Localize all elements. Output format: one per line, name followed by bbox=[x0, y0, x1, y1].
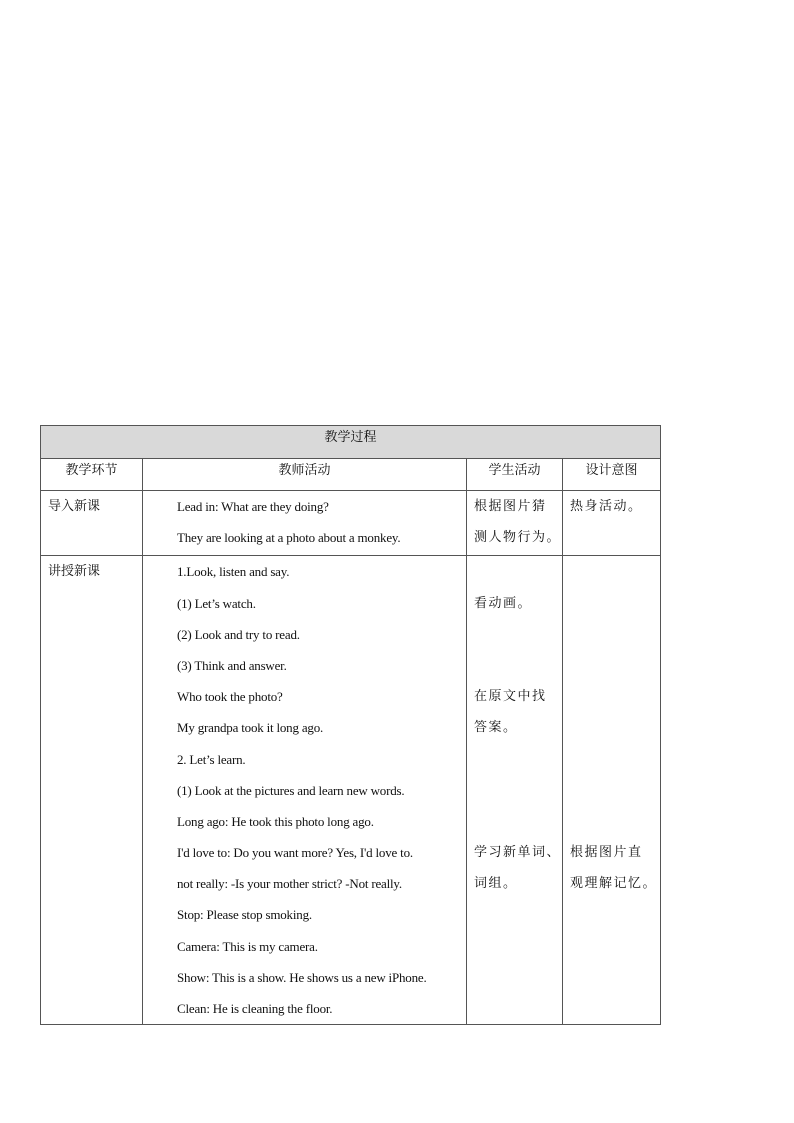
teacher-line: Who took the photo? bbox=[177, 689, 283, 705]
header-design-intent: 设计意图 bbox=[563, 459, 661, 491]
teacher-line: My grandpa took it long ago. bbox=[177, 720, 324, 736]
teacher-line: (3) Think and answer. bbox=[177, 657, 287, 673]
teacher-line: I'd love to: Do you want more? Yes, I'd love to. bbox=[177, 845, 413, 861]
design-intent-cell bbox=[563, 556, 661, 1025]
teacher-line: Lead in: What are they doing? bbox=[177, 499, 329, 514]
header-stage: 教学环节 bbox=[41, 459, 143, 491]
stage-cell bbox=[41, 556, 143, 1025]
teacher-line: (2) Look and try to read. bbox=[177, 626, 300, 642]
teacher-line: Stop: Please stop smoking. bbox=[177, 907, 312, 923]
intent-line: 根据图片直 bbox=[570, 845, 643, 861]
teacher-line: Show: This is a show. He shows us a new iPhone. bbox=[177, 969, 427, 985]
table-title-row bbox=[41, 426, 661, 459]
design-intent-cell bbox=[563, 491, 661, 556]
teacher-activity-cell bbox=[143, 491, 467, 556]
teacher-line: (1) Look at the pictures and learn new words. bbox=[177, 782, 405, 798]
teacher-line: Long ago: He took this photo long ago. bbox=[177, 813, 374, 829]
intent-line: 观理解记忆。 bbox=[570, 876, 658, 892]
teaching-process-table bbox=[40, 425, 661, 1025]
teacher-line: not really: -Is your mother strict? -Not really. bbox=[177, 876, 402, 892]
student-activity-cell bbox=[467, 491, 563, 556]
intent-line: 热身活动。 bbox=[570, 499, 643, 514]
student-line: 看动画。 bbox=[474, 595, 533, 611]
teacher-activity-cell bbox=[143, 556, 467, 1025]
table-title: 教学过程 bbox=[41, 426, 661, 459]
table-row-intro bbox=[41, 491, 661, 556]
teacher-line: Clean: He is cleaning the floor. bbox=[177, 1001, 333, 1016]
teacher-line: They are looking at a photo about a monkey. bbox=[177, 530, 401, 546]
student-line: 在原文中找 bbox=[474, 689, 547, 705]
student-line: 词组。 bbox=[474, 876, 518, 892]
teacher-line: 2. Let’s learn. bbox=[177, 751, 246, 767]
student-line: 答案。 bbox=[474, 720, 518, 736]
table-header-row bbox=[41, 459, 661, 491]
stage-label: 讲授新课 bbox=[48, 564, 101, 580]
teacher-line: 1.Look, listen and say. bbox=[177, 564, 290, 580]
stage-label: 导入新课 bbox=[48, 499, 101, 514]
header-student-activity: 学生活动 bbox=[467, 459, 563, 491]
table-row-lesson bbox=[41, 556, 661, 1025]
stage-cell bbox=[41, 491, 143, 556]
teacher-line: (1) Let’s watch. bbox=[177, 595, 256, 611]
student-line: 根据图片猜 bbox=[474, 499, 547, 514]
student-line: 测人物行为。 bbox=[474, 530, 562, 546]
teacher-line: Camera: This is my camera. bbox=[177, 938, 318, 954]
student-line: 学习新单词、 bbox=[474, 845, 562, 861]
header-teacher-activity: 教师活动 bbox=[143, 459, 467, 491]
student-activity-cell bbox=[467, 556, 563, 1025]
